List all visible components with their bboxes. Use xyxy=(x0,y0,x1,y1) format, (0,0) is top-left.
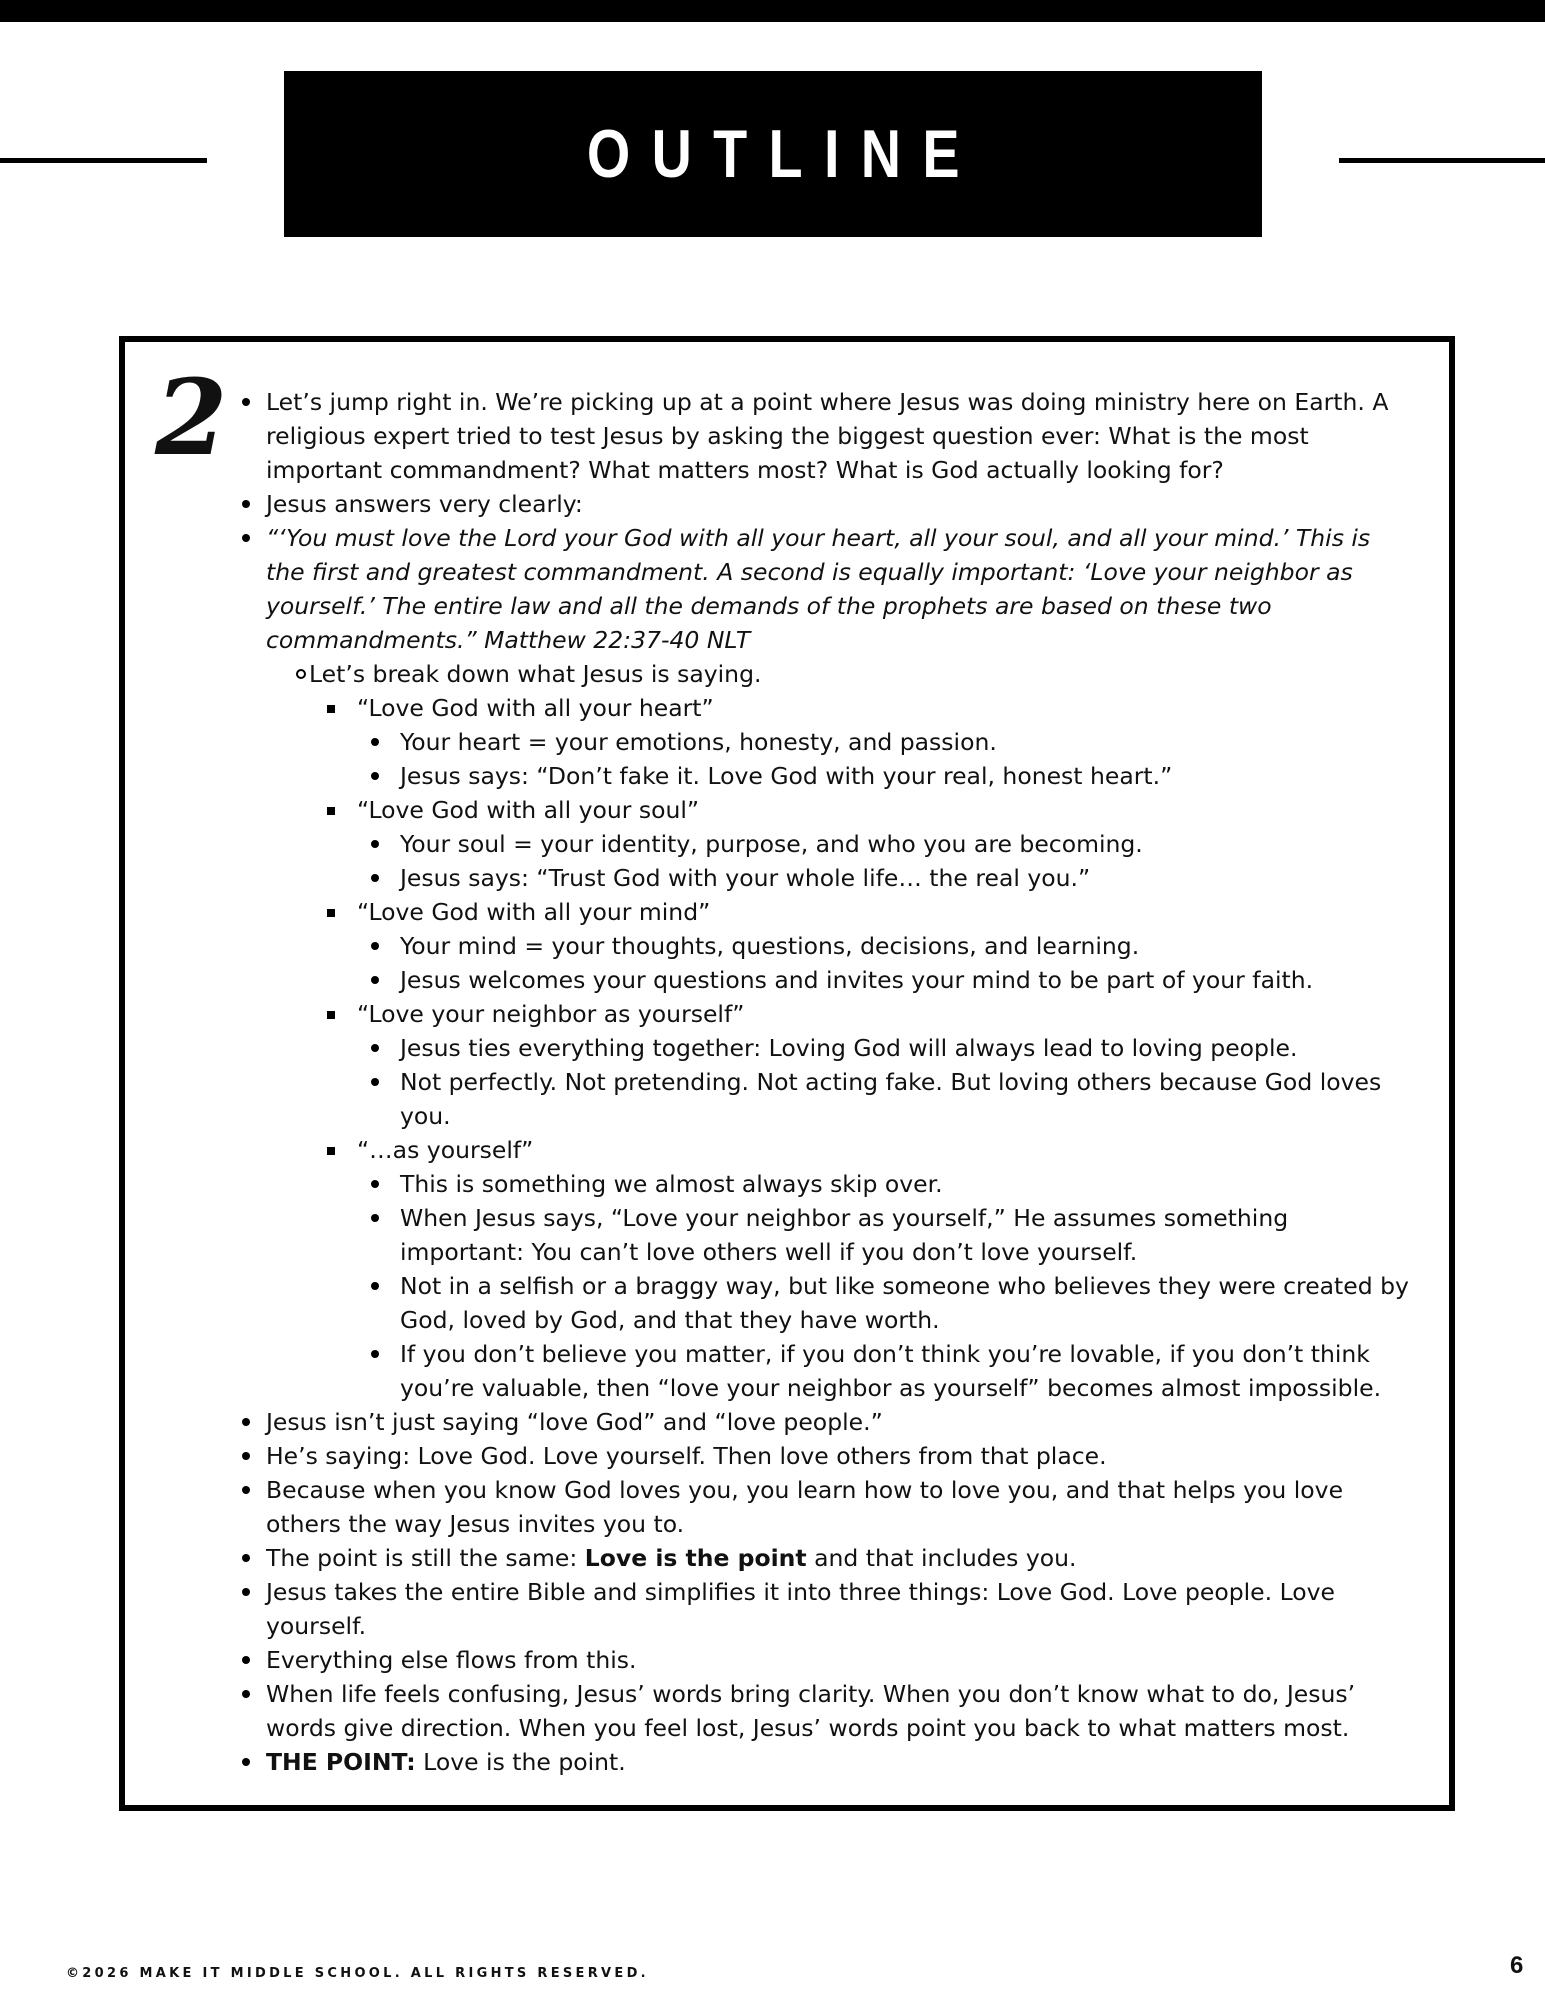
page-number: 6 xyxy=(1510,1952,1524,1979)
title-banner xyxy=(284,71,1262,237)
line: important commandment? What matters most? What is God actually looking for? xyxy=(266,456,1224,484)
point-detail: Your mind = your thoughts, questions, decisions, and learning. xyxy=(125,929,1461,963)
point-detail xyxy=(125,1065,1461,1133)
line: yourself.’ The entire law and all the demands of the prophets are based on these two xyxy=(266,592,1272,620)
line: commandments.” Matthew 22:37-40 NLT xyxy=(266,626,751,654)
list-item: Everything else flows from this. xyxy=(125,1643,1461,1677)
line: others the way Jesus invites you to. xyxy=(266,1510,685,1538)
line: Because when you know God loves you, you learn how to love you, and that helps you love xyxy=(266,1476,1344,1504)
list-item xyxy=(125,1473,1461,1541)
list-item xyxy=(125,1575,1461,1643)
point-heading: “Love your neighbor as yourself” xyxy=(125,997,1461,1031)
page-title: OUTLINE xyxy=(586,116,981,192)
final-text: Love is the point. xyxy=(415,1748,626,1776)
line: you’re valuable, then “love your neighbor as yourself” becomes almost impossible. xyxy=(400,1374,1382,1402)
final-label: THE POINT: xyxy=(266,1748,416,1776)
list-item xyxy=(125,1541,1461,1575)
point-detail xyxy=(125,1337,1461,1405)
scripture-quote xyxy=(125,521,1461,657)
line: God, loved by God, and that they have worth. xyxy=(400,1306,940,1334)
outline-list xyxy=(125,385,1461,1779)
line: When Jesus says, “Love your neighbor as yourself,” He assumes something xyxy=(400,1204,1289,1232)
line: words give direction. When you feel lost, Jesus’ words point you back to what matters most. xyxy=(266,1714,1350,1742)
line: yourself. xyxy=(266,1612,367,1640)
title-rule-left xyxy=(0,158,207,163)
line: When life feels confusing, Jesus’ words bring clarity. When you don’t know what to do, Jesus’ xyxy=(266,1680,1356,1708)
list-item: He’s saying: Love God. Love yourself. Then love others from that place. xyxy=(125,1439,1461,1473)
section-number: 2 xyxy=(155,356,228,479)
point-detail: Your soul = your identity, purpose, and who you are becoming. xyxy=(125,827,1461,861)
line: Not perfectly. Not pretending. Not acting fake. But loving others because God loves xyxy=(400,1068,1382,1096)
line: the first and greatest commandment. A second is equally important: ‘Love your neighbor as xyxy=(266,558,1353,586)
point-detail xyxy=(125,1201,1461,1269)
point-detail: Jesus says: “Don’t fake it. Love God with your real, honest heart.” xyxy=(125,759,1461,793)
footer-copyright: ©2026 MAKE IT MIDDLE SCHOOL. ALL RIGHTS RESERVED. xyxy=(66,1966,649,1981)
point-text: and that includes you. xyxy=(806,1544,1077,1572)
point-emphasis: Love is the point xyxy=(584,1544,807,1572)
point-heading: “Love God with all your soul” xyxy=(125,793,1461,827)
point-detail: Your heart = your emotions, honesty, and passion. xyxy=(125,725,1461,759)
line: Not in a selfish or a braggy way, but like someone who believes they were created by xyxy=(400,1272,1409,1300)
point-heading: “…as yourself” xyxy=(125,1133,1461,1167)
line: Let’s jump right in. We’re picking up at a point where Jesus was doing ministry here on Earth. A xyxy=(266,388,1389,416)
line: If you don’t believe you matter, if you don’t think you’re lovable, if you don’t think xyxy=(400,1340,1370,1368)
list-item xyxy=(125,1677,1461,1745)
list-item xyxy=(125,385,1461,487)
point-detail xyxy=(125,1269,1461,1337)
point-text: The point is still the same: xyxy=(266,1544,585,1572)
line: Jesus takes the entire Bible and simplifies it into three things: Love God. Love people. Love xyxy=(266,1578,1335,1606)
point-detail: This is something we almost always skip over. xyxy=(125,1167,1461,1201)
list-item: Jesus isn’t just saying “love God” and “love people.” xyxy=(125,1405,1461,1439)
point-detail: Jesus welcomes your questions and invites your mind to be part of your faith. xyxy=(125,963,1461,997)
list-item: Let’s break down what Jesus is saying. xyxy=(125,657,1461,691)
list-item xyxy=(125,1745,1461,1779)
list-item: Jesus answers very clearly: xyxy=(125,487,1461,521)
line: important: You can’t love others well if you don’t love yourself. xyxy=(400,1238,1138,1266)
line: “‘You must love the Lord your God with all your heart, all your soul, and all your mind.’ This is xyxy=(266,524,1371,552)
title-rule-right xyxy=(1339,158,1545,163)
point-detail: Jesus ties everything together: Loving God will always lead to loving people. xyxy=(125,1031,1461,1065)
outline-box xyxy=(119,336,1455,1811)
point-heading: “Love God with all your heart” xyxy=(125,691,1461,725)
top-bar xyxy=(0,0,1545,22)
line: you. xyxy=(400,1102,451,1130)
point-heading: “Love God with all your mind” xyxy=(125,895,1461,929)
point-detail: Jesus says: “Trust God with your whole life… the real you.” xyxy=(125,861,1461,895)
line: religious expert tried to test Jesus by asking the biggest question ever: What is the most xyxy=(266,422,1309,450)
